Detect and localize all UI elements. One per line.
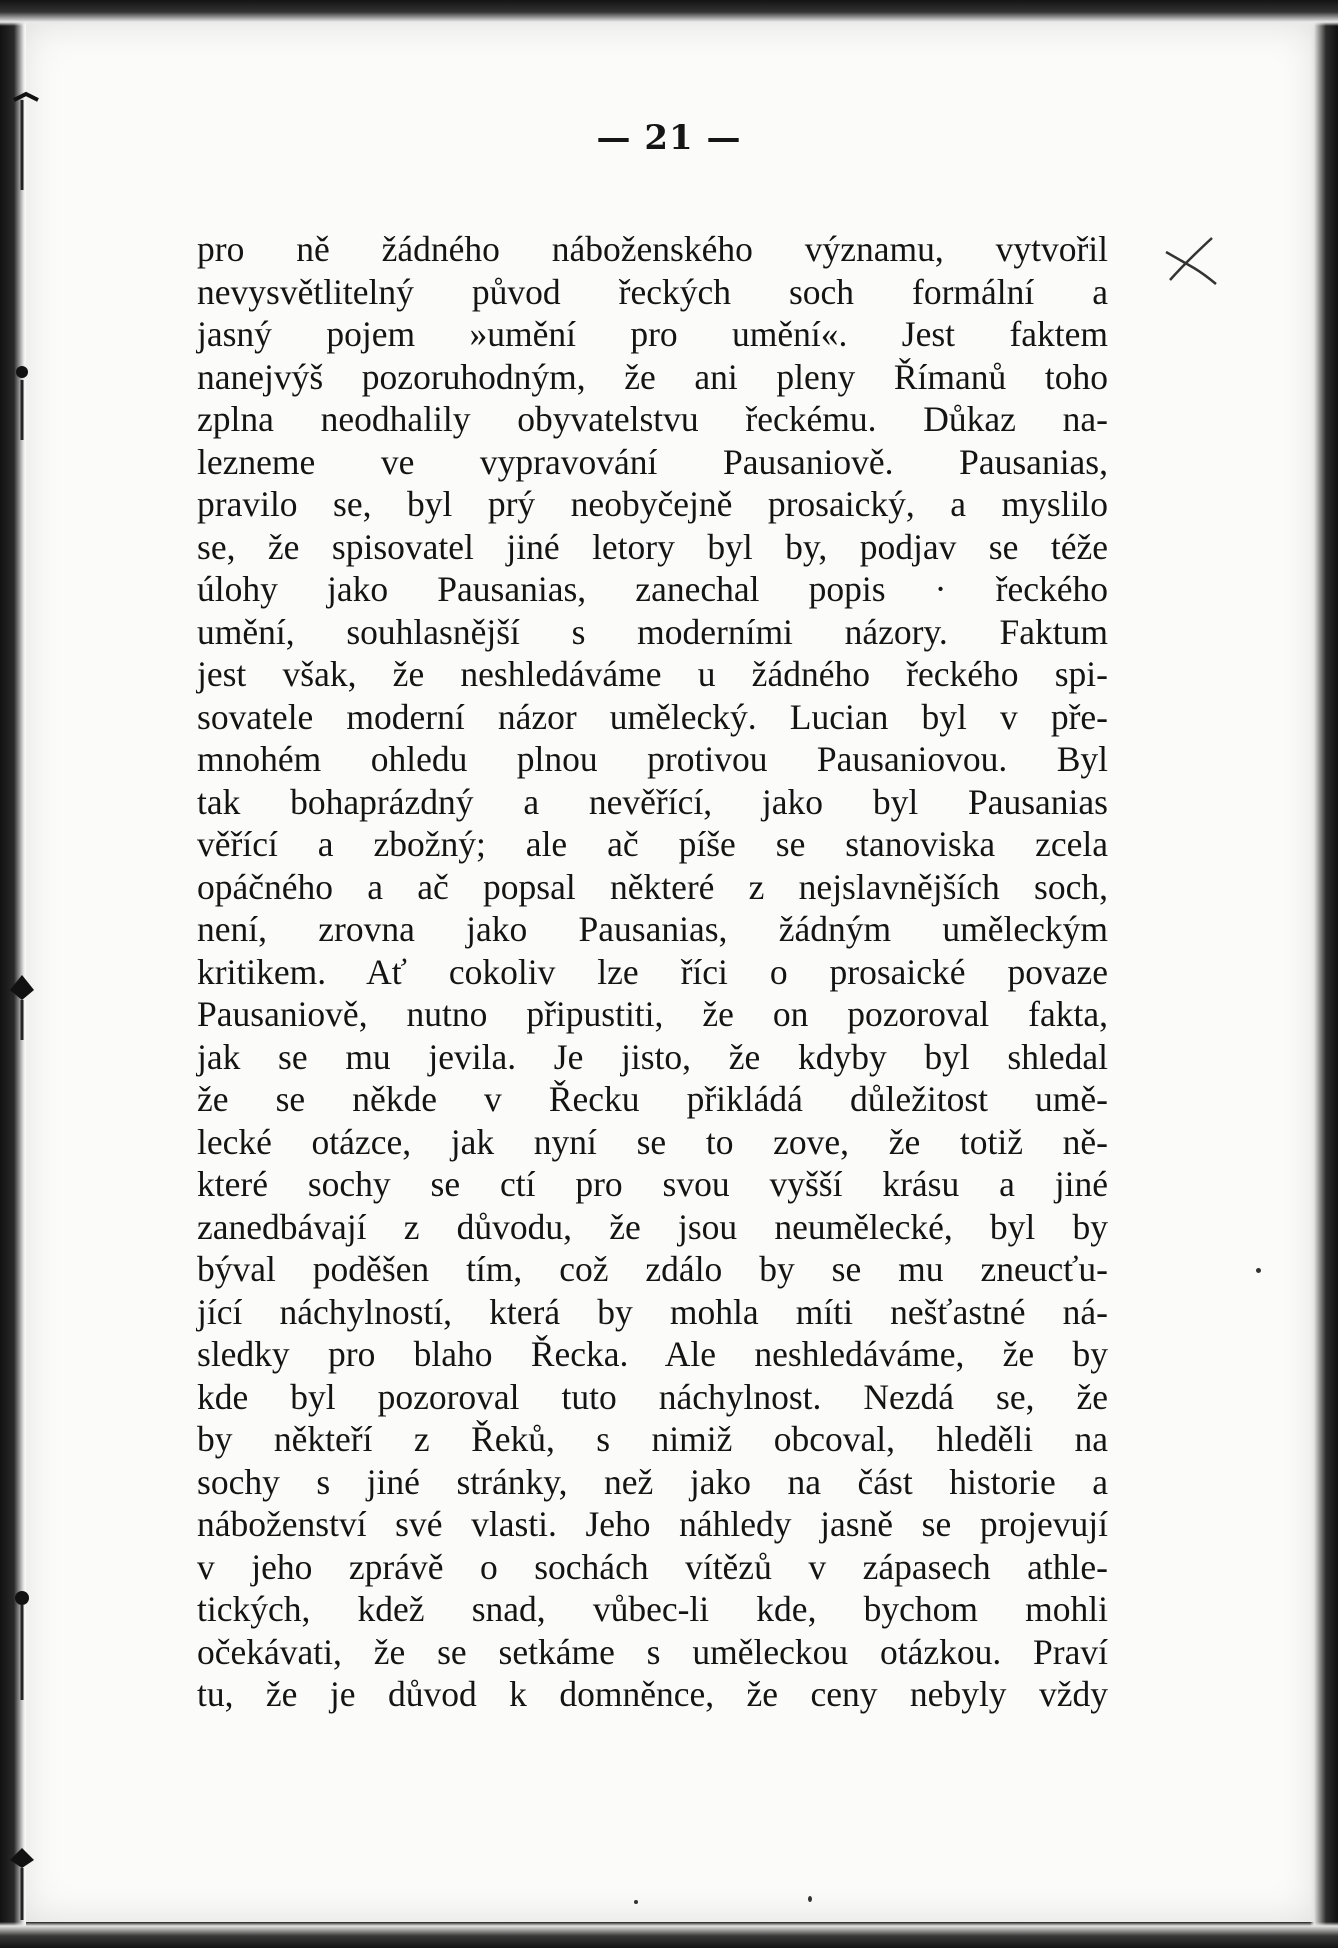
text-line: se, že spisovatel jiné letory byl by, podjav se téže [197,526,1108,567]
text-line: nanejvýš pozoruhodným, že ani pleny Římanů toho [197,356,1108,397]
page-number: — 21 — [596,118,742,158]
text-line: býval poděšen tím, což zdálo by se mu zneucťu- [197,1249,1108,1289]
margin-x-mark [1160,232,1220,290]
text-line: náboženství své vlasti. Jeho náhledy jasně se projevují [197,1504,1108,1544]
text-line: by někteří z Řeků, s nimiž obcoval, hleděli na [197,1419,1108,1459]
text-line: jasný pojem »umění pro umění«. Jest faktem [197,314,1108,354]
text-line: že se někde v Řecku přikládá důležitost umě- [197,1079,1108,1119]
text-line: Pausaniově, nutno připustiti, že on pozoroval fakta, [197,994,1108,1034]
text-line: zanedbávají z důvodu, že jsou neumělecké, byl by [197,1206,1108,1247]
text-line: tických, kdež snad, vůbec-li kde, bychom mohli [197,1589,1108,1629]
paper-speck [634,1900,638,1904]
text-line: jak se mu jevila. Je jisto, že kdyby byl shledal [197,1036,1108,1077]
text-line: sledky pro blaho Řecka. Ale neshledáváme, že by [197,1334,1108,1374]
text-line: v jeho zprávě o sochách vítězů v zápasech athle- [197,1546,1108,1587]
text-line: kritikem. Ať cokoliv lze říci o prosaické povaze [197,951,1108,992]
binding-stitch-marks [0,0,40,1948]
text-line: které sochy se ctí pro svou vyšší krásu a jiné [197,1164,1108,1204]
text-line: lecké otázce, jak nyní se to zove, že totiž ně- [197,1121,1108,1162]
text-line: mnohém ohledu plnou protivou Pausaniovou. Byl [197,739,1108,779]
text-line: není, zrovna jako Pausanias, žádným uměleckým [197,909,1108,949]
paper-speck [808,1896,812,1902]
scan-bottom-edge [0,1922,1338,1948]
text-line: jící náchylností, která by mohla míti nešťastné ná- [197,1291,1108,1332]
body-text [197,228,1108,1716]
text-line: opáčného a ač popsal některé z nejslavnějších soch, [197,866,1108,907]
scan-right-edge [1310,0,1338,1948]
text-line: lezneme ve vypravování Pausaniově. Pausanias, [197,441,1108,482]
text-line: tak bohaprázdný a nevěřící, jako byl Pausanias [197,781,1108,822]
text-line: zplna neodhalily obyvatelstvu řeckému. Důkaz na- [197,399,1108,439]
text-line: kde byl pozoroval tuto náchylnost. Nezdá se, že [197,1376,1108,1417]
text-line: nevysvětlitelný původ řeckých soch formální a [197,271,1108,312]
text-line: sovatele moderní názor umělecký. Lucian byl v pře- [197,696,1108,737]
text-line: úlohy jako Pausanias, zanechal popis · řeckého [197,569,1108,609]
text-line: sochy s jiné stránky, než jako na část historie a [197,1461,1108,1502]
paper-speck [1256,1268,1261,1273]
text-line: očekávati, že se setkáme s uměleckou otázkou. Praví [197,1631,1108,1672]
text-line: tu, že je důvod k domněnce, že ceny nebyly vždy [197,1674,1108,1714]
text-line: pro ně žádného náboženského významu, vytvořil [197,229,1108,269]
text-line: umění, souhlasnější s moderními názory. Faktum [197,611,1108,652]
text-line: jest však, že neshledáváme u žádného řeckého spi- [197,654,1108,694]
text-line: věřící a zbožný; ale ač píše se stanoviska zcela [197,824,1108,864]
text-line: pravilo se, byl prý neobyčejně prosaický, a myslilo [197,484,1108,524]
scan-top-edge [0,0,1338,26]
